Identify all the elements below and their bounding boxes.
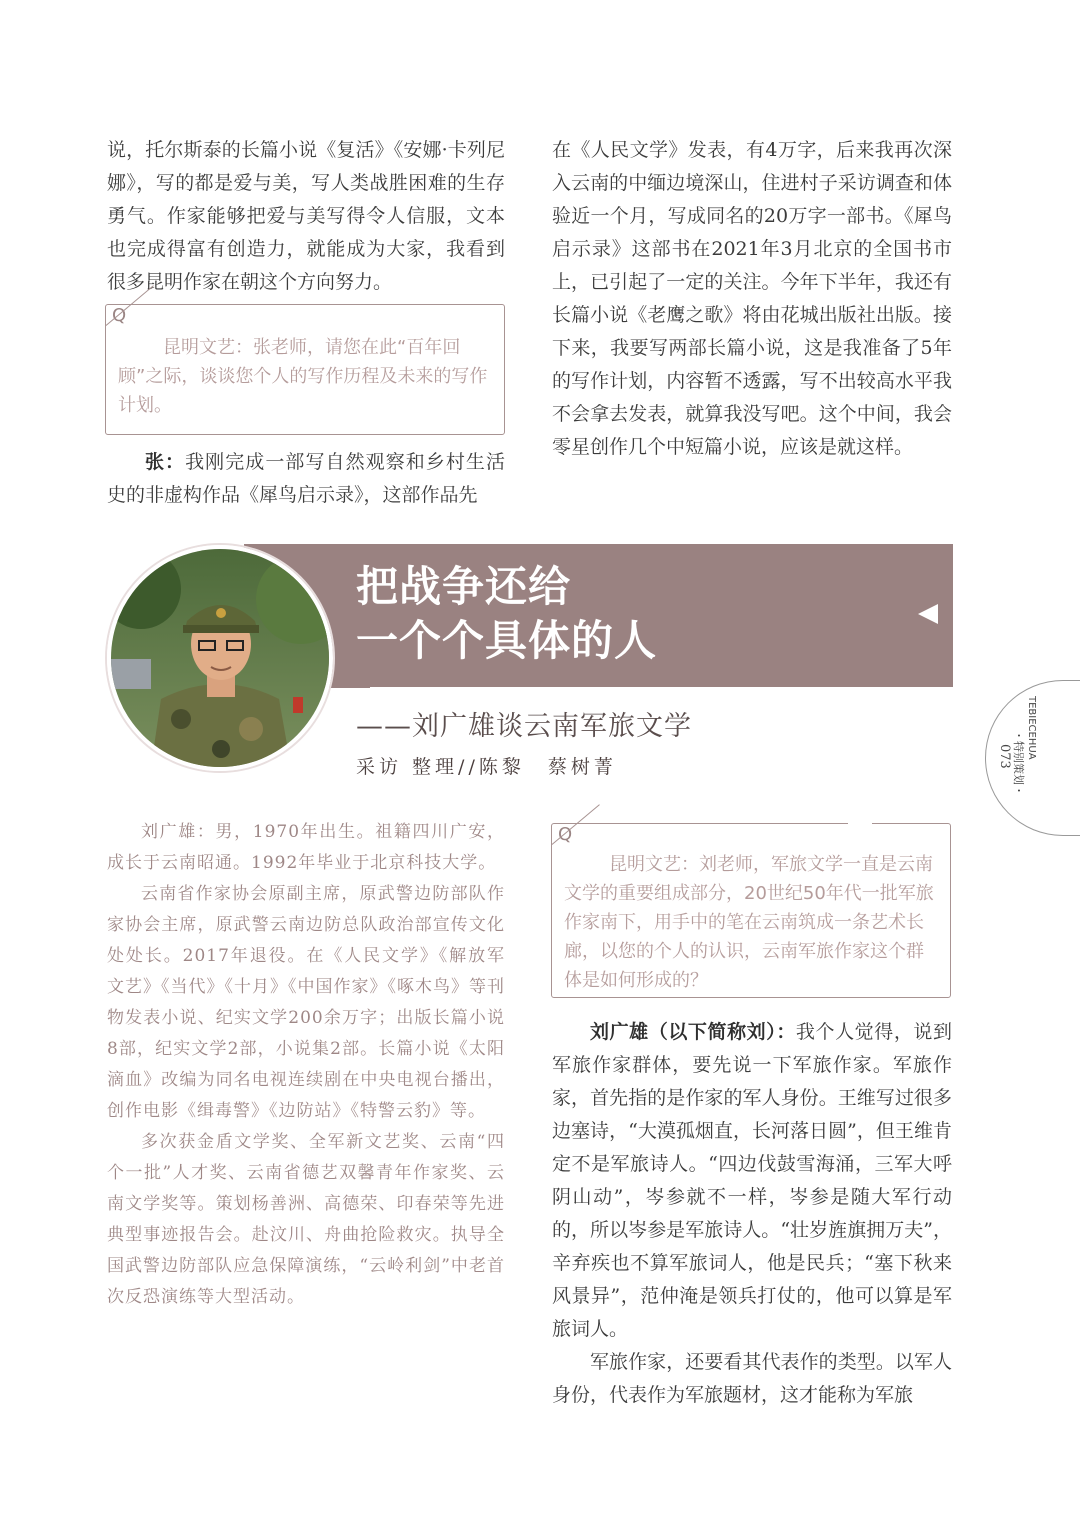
- top-left-column: [107, 134, 505, 299]
- speaker-label: 刘广雄（以下简称刘）：: [590, 1021, 796, 1043]
- answer-liu: [552, 1016, 952, 1412]
- arrow-left-icon: [918, 604, 938, 624]
- answer-zhang: [107, 446, 505, 512]
- page-number: 073: [997, 744, 1012, 769]
- top-right-column: [552, 134, 952, 464]
- section-tab-label: [985, 694, 1045, 824]
- bio-paragraph-1: 刘广雄：男，1970年出生。祖籍四川广安，成长于云南昭通。1992年毕业于北京科技大学。: [107, 822, 505, 873]
- author-photo: [107, 545, 333, 771]
- author-bio: [107, 817, 505, 1313]
- continued-paragraph: 在《人民文学》发表，有4万字，后来我再次深入云南的中缅边境深山，住进村子采访调查和体验近一个月，写成同名的20万字一部书。《犀鸟启示录》这部书在2021年3月北京的全国书市上，已引起了一定的关注。今年下半年，我还有长篇小说《老鹰之歌》将由花城出版社出版。接下来，我要写两部长篇小说，这是我准备了5年的写作计划，内容暂不透露，写不出较高水平我不会拿去发表，就算我没写吧。这个中间，我会零星创作几个中短篇小说，应该是就这样。: [552, 139, 952, 458]
- question-mark-icon: Q: [554, 824, 606, 866]
- answer-text: 我刚完成一部写自然观察和乡村生活史的非虚构作品《犀鸟启示录》，这部作品先: [107, 451, 505, 506]
- question-box-liu: [551, 823, 951, 998]
- speaker-label: 张：: [145, 451, 186, 473]
- title-line-1: 把战争还给: [356, 562, 572, 611]
- question-mark-icon: Q: [108, 305, 160, 347]
- bio-paragraph-2: 云南省作家协会原副主席，原武警边防部队作家协会主席，原武警云南边防总队政治部宣传文化处处长。2017年退役。在《人民文学》《解放军文艺》《当代》《十月》《中国作家》《啄木鸟》等刊物发表小说、纪实文学200余万字；出版长篇小说8部，纪实文学2部，小说集2部。长篇小说《太阳滴血》改编为同名电视连续剧在中央电视台播出，创作电影《缉毒警》《边防站》《特警云豹》等。: [107, 884, 505, 1121]
- section-tab-en: TEBIECEHUA: [1026, 696, 1037, 760]
- question-box-zhang: [105, 304, 505, 435]
- question-text: 昆明文艺：刘老师，军旅文学一直是云南文学的重要组成部分，20世纪50年代一批军旅作家南下，用手中的笔在云南筑成一条艺术长廊，以您的个人的认识，云南军旅作家这个群体是如何形成的？: [564, 854, 934, 991]
- section-tab-cn: ・特别策划・: [1012, 730, 1025, 796]
- question-text: 昆明文艺：张老师，请您在此“百年回顾”之际，谈谈您个人的写作历程及未来的写作计划。: [118, 337, 488, 416]
- answer-text-1: 我个人觉得，说到军旅作家群体，要先说一下军旅作家。军旅作家，首先指的是作家的军人身份。王维写过很多边塞诗，“大漠孤烟直，长河落日圆”，但王维肯定不是军旅诗人。“四边伐鼓雪海涌，三军大呼阴山动”，岑参就不一样，岑参是随大军行动的，所以岑参是军旅诗人。“壮岁旌旗拥万夫”，辛弃疾也不算军旅词人，他是民兵；“塞下秋来风景异”，范仲淹是领兵打仗的，他可以算是军旅词人。: [552, 1021, 952, 1340]
- article-credit: 采访 整理//陈黎 蔡树菁: [356, 756, 617, 778]
- intro-paragraph: 说，托尔斯泰的长篇小说《复活》《安娜·卡列尼娜》，写的都是爱与美，写人类战胜困难的生存勇气。作家能够把爱与美写得令人信服，文本也完成得富有创造力，就能成为大家，我看到很多昆明作家在朝这个方向努力。: [107, 139, 505, 293]
- article-subtitle: ——刘广雄谈云南军旅文学: [356, 711, 692, 742]
- bio-paragraph-3: 多次获金盾文学奖、全军新文艺奖、云南“四个一批”人才奖、云南省德艺双馨青年作家奖、云南文学奖等。策划杨善洲、高德荣、印春荣等先进典型事迹报告会。赴汶川、舟曲抢险救灾。执导全国武警边防部队应急保障演练，“云岭利剑”中老首次反恐演练等大型活动。: [107, 1132, 505, 1307]
- article-title: [356, 560, 657, 668]
- title-line-2: 一个个具体的人: [356, 616, 658, 665]
- answer-text-2: 军旅作家，还要看其代表作的类型。以军人身份，代表作为军旅题材，这才能称为军旅: [552, 1351, 952, 1406]
